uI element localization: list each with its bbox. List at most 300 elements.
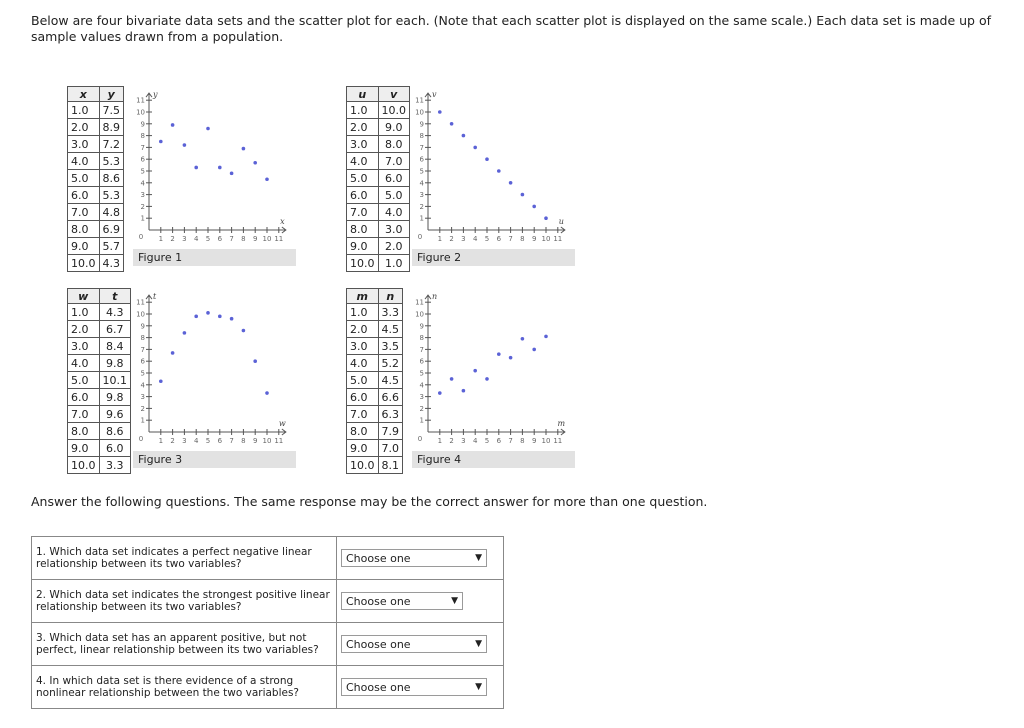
y-tick-label: 4	[419, 381, 424, 390]
table-cell: 7.2	[99, 136, 124, 153]
table-row	[347, 204, 410, 221]
table-row	[347, 406, 403, 423]
table-cell: 4.0	[347, 355, 379, 372]
y-axis-label: n	[432, 292, 438, 302]
x-tick-label: 7	[229, 437, 234, 445]
data-point	[242, 329, 246, 333]
table-cell: 4.8	[99, 204, 124, 221]
answer-cell	[337, 623, 504, 666]
table-cell: 4.5	[378, 372, 403, 389]
table-cell: 8.0	[68, 221, 100, 238]
data-point	[438, 110, 442, 114]
y-tick-label: 8	[419, 334, 424, 343]
table-cell: 5.3	[99, 187, 124, 204]
table-row	[68, 304, 131, 321]
table-row	[68, 187, 124, 204]
table-cell: 1.0	[68, 304, 100, 321]
y-tick-label: 7	[419, 143, 424, 152]
data-point	[218, 166, 222, 170]
x-tick-label: 11	[274, 235, 284, 243]
table-cell: 8.0	[378, 136, 410, 153]
table-cell: 9.0	[347, 440, 379, 457]
table-cell: 10.0	[68, 457, 100, 474]
x-tick-label: 2	[449, 235, 454, 243]
y-tick-label: 4	[419, 179, 424, 188]
scatter-plot	[412, 90, 572, 250]
y-tick-label: 11	[415, 298, 424, 307]
table-cell: 1.0	[68, 102, 100, 119]
table-cell: 6.6	[378, 389, 403, 406]
figure-label: Figure 3	[133, 451, 296, 468]
y-axis-label: y	[153, 90, 158, 100]
y-tick-label: 5	[140, 369, 145, 378]
table-row	[68, 457, 131, 474]
table-row	[347, 338, 403, 355]
x-tick-label: 6	[217, 437, 223, 445]
table-cell: 6.0	[378, 170, 410, 187]
table-row	[347, 255, 410, 272]
y-tick-label: 2	[419, 202, 424, 211]
table-cell: 1.0	[378, 255, 410, 272]
table-row	[347, 372, 403, 389]
table-cell: 8.4	[99, 338, 131, 355]
table-cell: 9.8	[99, 355, 131, 372]
table-cell: 8.6	[99, 423, 131, 440]
y-tick-label: 4	[140, 381, 145, 390]
x-axis-label: u	[558, 217, 564, 226]
x-tick-label: 6	[217, 235, 223, 243]
data-point	[521, 193, 525, 197]
dropdown-arrow-icon: ▼	[475, 639, 482, 649]
y-tick-label: 5	[419, 167, 424, 176]
table-cell: 1.0	[347, 304, 379, 321]
data-point	[171, 351, 175, 355]
table-row	[347, 102, 410, 119]
y-tick-label: 3	[140, 393, 145, 402]
table-cell: 5.0	[347, 372, 379, 389]
column-header: m	[347, 289, 379, 304]
y-tick-label: 8	[140, 132, 145, 141]
y-tick-label: 6	[140, 155, 145, 164]
question-row	[32, 666, 504, 709]
table-cell: 3.0	[68, 338, 100, 355]
x-tick-label: 11	[553, 235, 563, 243]
answer-cell	[337, 580, 504, 623]
y-axis-label: t	[153, 292, 157, 302]
table-row	[68, 170, 124, 187]
data-point	[206, 311, 210, 315]
y-tick-label: 11	[415, 96, 424, 105]
x-tick-label: 3	[461, 235, 466, 243]
y-tick-label: 5	[140, 167, 145, 176]
table-cell: 7.5	[99, 102, 124, 119]
y-tick-label: 7	[140, 345, 145, 354]
y-tick-label: 3	[140, 191, 145, 200]
data-point	[485, 157, 489, 161]
table-cell: 7.9	[378, 423, 403, 440]
y-tick-label: 5	[419, 369, 424, 378]
x-tick-label: 2	[449, 437, 454, 445]
table-cell: 7.0	[378, 153, 410, 170]
data-point	[230, 317, 234, 321]
table-cell: 7.0	[347, 406, 379, 423]
scatter-plot-svg	[133, 292, 293, 452]
table-cell: 5.0	[68, 170, 100, 187]
scatter-plot-svg	[412, 292, 572, 452]
data-point	[438, 391, 442, 395]
x-tick-label: 6	[496, 437, 502, 445]
y-tick-label: 6	[140, 357, 145, 366]
data-point	[509, 356, 513, 360]
table-cell: 4.0	[347, 153, 379, 170]
question-text: 1. Which data set indicates a perfect negative linear relationship between its two variables?	[32, 537, 337, 580]
y-tick-label: 1	[419, 416, 424, 425]
y-tick-label: 2	[140, 202, 145, 211]
origin-label: 0	[138, 233, 144, 241]
table-cell: 6.0	[68, 389, 100, 406]
table-cell: 7.0	[378, 440, 403, 457]
table-row	[68, 255, 124, 272]
table-row	[347, 440, 403, 457]
answer-cell	[337, 666, 504, 709]
y-tick-label: 9	[140, 120, 145, 129]
data-point	[159, 140, 163, 144]
table-row	[68, 153, 124, 170]
table-row	[347, 153, 410, 170]
dropdown-value: Choose one	[346, 680, 411, 694]
table-cell: 6.9	[99, 221, 124, 238]
x-tick-label: 6	[496, 235, 502, 243]
y-tick-label: 9	[419, 120, 424, 129]
table-cell: 3.0	[347, 338, 379, 355]
table-cell: 5.2	[378, 355, 403, 372]
x-tick-label: 9	[252, 437, 258, 445]
scatter-plot	[133, 292, 293, 452]
table-cell: 4.5	[378, 321, 403, 338]
table-cell: 3.3	[99, 457, 131, 474]
table-cell: 8.6	[99, 170, 124, 187]
x-tick-label: 1	[437, 437, 443, 445]
answer-dropdown-1[interactable]	[341, 549, 487, 567]
table-cell: 7.0	[68, 406, 100, 423]
table-cell: 6.3	[378, 406, 403, 423]
x-tick-label: 8	[241, 437, 246, 445]
data-point	[253, 161, 257, 165]
dataset-block-3	[67, 288, 327, 478]
table-row	[68, 119, 124, 136]
table-row	[347, 423, 403, 440]
x-tick-label: 5	[205, 437, 211, 445]
table-cell: 5.3	[99, 153, 124, 170]
y-tick-label: 9	[140, 322, 145, 331]
x-tick-label: 10	[541, 437, 551, 445]
x-tick-label: 8	[241, 235, 246, 243]
dataset-block-1	[67, 86, 327, 276]
y-tick-label: 4	[140, 179, 145, 188]
table-cell: 6.0	[99, 440, 131, 457]
answer-instructions: Answer the following questions. The same response may be the correct answer for more than one question.	[31, 494, 708, 509]
table-cell: 4.0	[68, 355, 100, 372]
intro-text: Below are four bivariate data sets and the scatter plot for each. (Note that each scatter plot is displayed on the same scale.) Each data set is made up of sample values drawn from a population.	[31, 13, 992, 44]
table-cell: 2.0	[347, 321, 379, 338]
column-header: u	[347, 87, 379, 102]
data-point	[230, 172, 234, 176]
table-cell: 6.0	[68, 187, 100, 204]
question-row	[32, 580, 504, 623]
x-tick-label: 3	[182, 235, 187, 243]
x-tick-label: 10	[262, 235, 272, 243]
table-cell: 5.0	[347, 170, 379, 187]
table-cell: 3.3	[378, 304, 403, 321]
data-point	[183, 331, 187, 335]
table-cell: 9.0	[347, 238, 379, 255]
table-row	[68, 321, 131, 338]
x-tick-label: 8	[520, 437, 525, 445]
x-tick-label: 1	[158, 437, 164, 445]
y-tick-label: 7	[140, 143, 145, 152]
table-cell: 1.0	[347, 102, 379, 119]
data-point	[485, 377, 489, 381]
column-header: t	[99, 289, 131, 304]
table-cell: 8.0	[347, 221, 379, 238]
table-cell: 5.7	[99, 238, 124, 255]
column-header: w	[68, 289, 100, 304]
answer-dropdown-2[interactable]	[341, 592, 463, 610]
table-row	[347, 187, 410, 204]
table-cell: 7.0	[347, 204, 379, 221]
y-tick-label: 3	[419, 191, 424, 200]
origin-label: 0	[417, 233, 423, 241]
answer-dropdown-3[interactable]	[341, 635, 487, 653]
table-row	[68, 389, 131, 406]
y-tick-label: 1	[419, 214, 424, 223]
table-cell: 6.7	[99, 321, 131, 338]
table-cell: 2.0	[68, 321, 100, 338]
scatter-plot	[133, 90, 293, 250]
data-point	[532, 205, 536, 209]
y-tick-label: 2	[419, 404, 424, 413]
data-point	[242, 147, 246, 151]
scatter-plot	[412, 292, 572, 452]
table-cell: 5.0	[68, 372, 100, 389]
table-row	[347, 304, 403, 321]
table-row	[347, 136, 410, 153]
table-row	[68, 372, 131, 389]
table-cell: 10.0	[347, 457, 379, 474]
x-tick-label: 11	[274, 437, 284, 445]
y-tick-label: 10	[415, 108, 424, 117]
table-row	[68, 221, 124, 238]
y-tick-label: 8	[419, 132, 424, 141]
table-cell: 9.0	[378, 119, 410, 136]
x-tick-label: 4	[472, 235, 478, 243]
data-point	[544, 216, 548, 220]
x-tick-label: 7	[229, 235, 234, 243]
data-point	[450, 377, 454, 381]
table-cell: 10.0	[347, 255, 379, 272]
table-cell: 6.0	[347, 187, 379, 204]
table-row	[347, 119, 410, 136]
y-tick-label: 8	[140, 334, 145, 343]
x-tick-label: 9	[531, 235, 537, 243]
dataset-block-2	[346, 86, 606, 276]
y-tick-label: 11	[136, 298, 145, 307]
y-tick-label: 10	[415, 310, 424, 319]
data-point	[497, 352, 501, 356]
x-tick-label: 9	[252, 235, 258, 243]
table-cell: 8.0	[68, 423, 100, 440]
table-cell: 9.0	[68, 440, 100, 457]
data-point	[218, 315, 222, 319]
data-point	[462, 389, 466, 393]
data-point	[253, 359, 257, 363]
data-point	[473, 146, 477, 150]
table-row	[347, 389, 403, 406]
table-cell: 9.6	[99, 406, 131, 423]
x-tick-label: 4	[193, 235, 199, 243]
x-tick-label: 9	[531, 437, 537, 445]
x-tick-label: 3	[182, 437, 187, 445]
data-point	[194, 166, 198, 170]
y-tick-label: 1	[140, 214, 145, 223]
x-tick-label: 10	[262, 437, 272, 445]
data-point	[265, 391, 269, 395]
table-cell: 7.0	[68, 204, 100, 221]
table-cell: 4.0	[68, 153, 100, 170]
table-cell: 10.0	[68, 255, 100, 272]
x-tick-label: 4	[193, 437, 199, 445]
data-point	[183, 143, 187, 147]
question-text: 4. In which data set is there evidence of a strong nonlinear relationship between the two variables?	[32, 666, 337, 709]
table-cell: 8.0	[347, 423, 379, 440]
origin-label: 0	[417, 435, 423, 443]
y-axis-label: v	[432, 90, 437, 100]
column-header: y	[99, 87, 124, 102]
x-axis-label: m	[557, 419, 566, 428]
table-cell: 2.0	[347, 119, 379, 136]
y-tick-label: 10	[136, 310, 145, 319]
table-cell: 3.0	[347, 136, 379, 153]
figure-label: Figure 4	[412, 451, 575, 468]
table-row	[68, 406, 131, 423]
table-row	[347, 238, 410, 255]
table-row	[347, 457, 403, 474]
x-tick-label: 7	[508, 235, 513, 243]
data-table	[346, 86, 410, 272]
y-tick-label: 10	[136, 108, 145, 117]
x-tick-label: 3	[461, 437, 466, 445]
column-header: n	[378, 289, 403, 304]
x-tick-label: 7	[508, 437, 513, 445]
table-row	[68, 238, 124, 255]
table-cell: 2.0	[378, 238, 410, 255]
table-row	[347, 321, 403, 338]
data-table	[67, 86, 124, 272]
data-point	[521, 337, 525, 341]
table-row	[347, 355, 403, 372]
x-tick-label: 5	[205, 235, 211, 243]
x-tick-label: 5	[484, 235, 490, 243]
x-tick-label: 2	[170, 235, 175, 243]
data-point	[473, 369, 477, 373]
table-cell: 6.0	[347, 389, 379, 406]
data-point	[450, 122, 454, 126]
x-tick-label: 4	[472, 437, 478, 445]
table-cell: 10.1	[99, 372, 131, 389]
data-point	[497, 169, 501, 173]
table-cell: 4.0	[378, 204, 410, 221]
data-point	[265, 177, 269, 181]
table-cell: 9.0	[68, 238, 100, 255]
x-tick-label: 10	[541, 235, 551, 243]
question-text: 2. Which data set indicates the strongest positive linear relationship between its two variables?	[32, 580, 337, 623]
x-tick-label: 2	[170, 437, 175, 445]
table-cell: 5.0	[378, 187, 410, 204]
x-axis-label: w	[278, 419, 286, 428]
y-tick-label: 1	[140, 416, 145, 425]
x-tick-label: 8	[520, 235, 525, 243]
table-row	[68, 204, 124, 221]
table-cell: 3.5	[378, 338, 403, 355]
data-point	[532, 348, 536, 352]
table-row	[68, 338, 131, 355]
scatter-plot-svg	[412, 90, 572, 250]
x-tick-label: 1	[158, 235, 164, 243]
y-tick-label: 9	[419, 322, 424, 331]
table-cell: 3.0	[68, 136, 100, 153]
y-tick-label: 6	[419, 155, 424, 164]
table-cell: 4.3	[99, 304, 131, 321]
answer-dropdown-4[interactable]	[341, 678, 487, 696]
dropdown-value: Choose one	[346, 551, 411, 565]
question-row	[32, 623, 504, 666]
data-point	[194, 315, 198, 319]
dropdown-arrow-icon: ▼	[475, 682, 482, 692]
data-point	[159, 379, 163, 383]
x-axis-label: x	[280, 217, 285, 226]
y-tick-label: 6	[419, 357, 424, 366]
x-tick-label: 5	[484, 437, 490, 445]
dropdown-arrow-icon: ▼	[451, 596, 458, 606]
column-header: x	[68, 87, 100, 102]
y-tick-label: 3	[419, 393, 424, 402]
figure-label: Figure 1	[133, 249, 296, 266]
data-table	[67, 288, 131, 474]
scatter-plot-svg	[133, 90, 293, 250]
table-row	[68, 102, 124, 119]
data-point	[509, 181, 513, 185]
data-point	[206, 127, 210, 131]
column-header: v	[378, 87, 410, 102]
answer-cell	[337, 537, 504, 580]
data-table	[346, 288, 403, 474]
question-table	[31, 536, 504, 709]
x-tick-label: 11	[553, 437, 563, 445]
y-tick-label: 2	[140, 404, 145, 413]
data-point	[171, 123, 175, 127]
table-cell: 9.8	[99, 389, 131, 406]
table-cell: 3.0	[378, 221, 410, 238]
dropdown-arrow-icon: ▼	[475, 553, 482, 563]
data-point	[462, 134, 466, 138]
x-tick-label: 1	[437, 235, 443, 243]
figure-label: Figure 2	[412, 249, 575, 266]
origin-label: 0	[138, 435, 144, 443]
table-cell: 4.3	[99, 255, 124, 272]
table-row	[68, 136, 124, 153]
y-tick-label: 11	[136, 96, 145, 105]
table-row	[68, 440, 131, 457]
